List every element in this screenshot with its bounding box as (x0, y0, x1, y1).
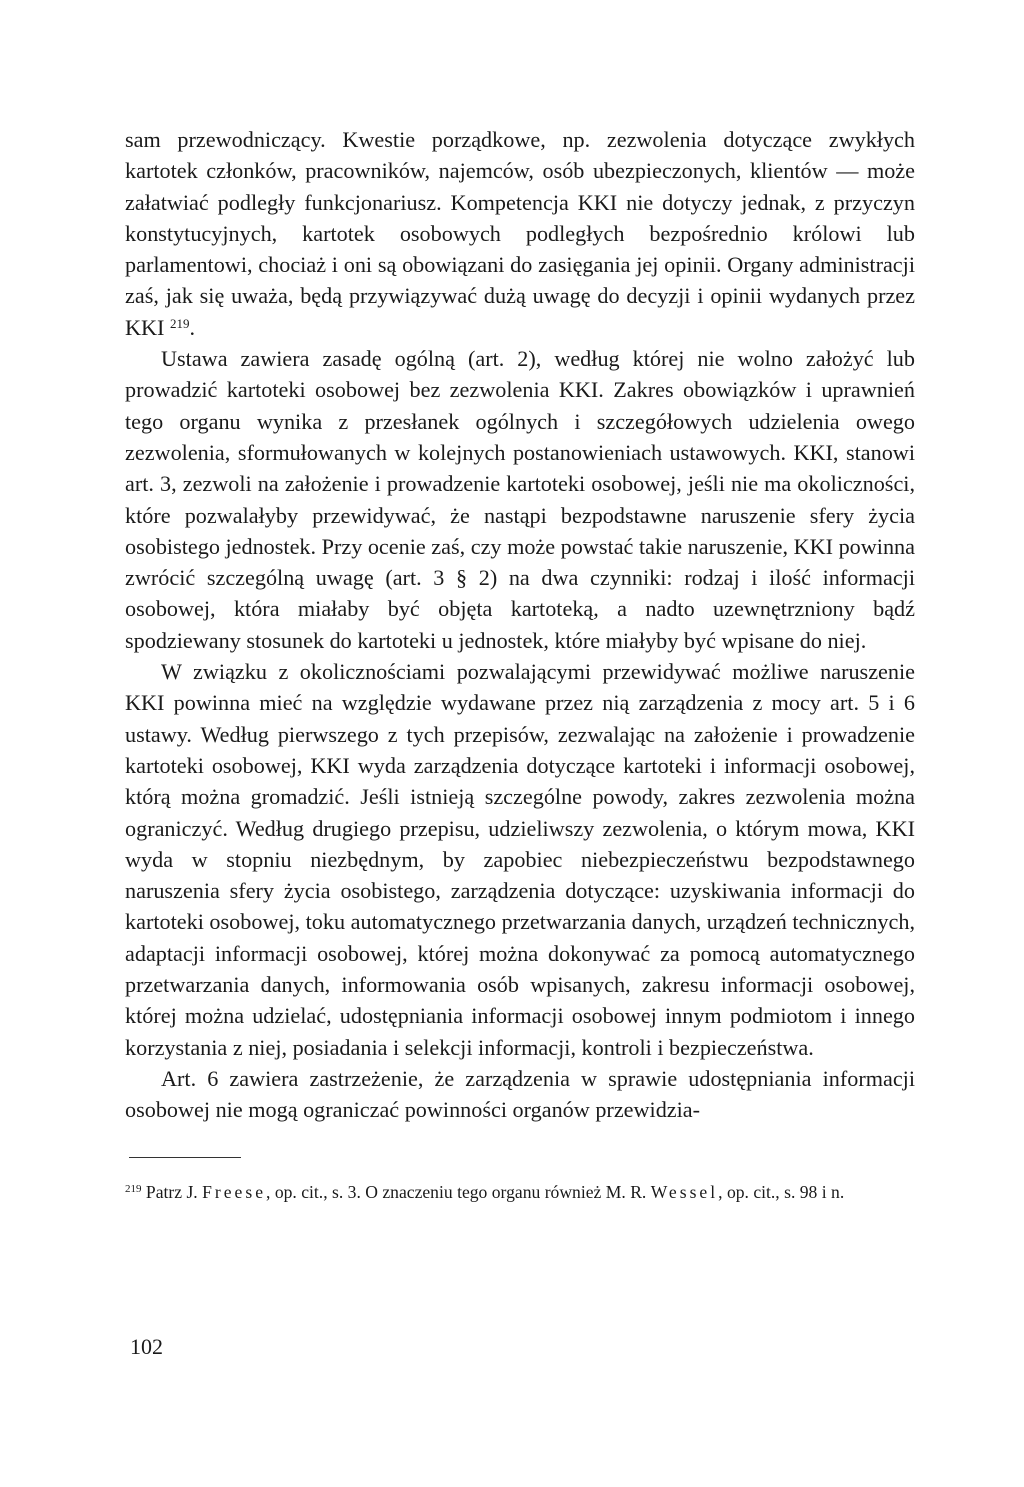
paragraph-3: W związku z okolicznościami pozwalającymi przewidywać możliwe naruszenie KKI powinna mieć na względzie wydawane przez nią zarządzenia z mocy art. 5 i 6 ustawy. Według pierwszego z tych przepisów, zezwalając na założenie i prowadzenie kartoteki osobowej, KKI wyda zarządzenia dotyczące kartoteki i informacji osobowej, którą można gromadzić. Jeśli istnieją szczególne powody, zakres zezwolenia można ograniczyć. Według drugiego przepisu, udzieliwszy zezwolenia, o którym mowa, KKI wyda w stopniu niezbędnym, by zapobiec niebezpieczeństwu bezpodstawnego naruszenia sfery życia osobistego, zarządzenia dotyczące: uzyskiwania informacji do kartoteki osobowej, toku automatycznego przetwarzania danych, urządzeń technicznych, adaptacji informacji osobowej, której można dokonywać za pomocą automatycznego przetwarzania danych, informowania osób wpisanych, zakresu informacji osobowej, której można udzielać, udostępniania informacji osobowej innym podmiotom i innego korzystania z niej, posiadania i selekcji informacji, kontroli i bezpieczeństwa. (125, 659, 915, 1060)
footnote-number: 219 (125, 1182, 142, 1195)
footnote-text-1: Patrz J. (145, 1181, 203, 1202)
paragraph-4: Art. 6 zawiera zastrzeżenie, że zarządzenia w sprawie udostępniania informacji osobowej nie mogą ograniczać powinności organów przewidzia- (125, 1065, 915, 1123)
footnote-author-2: Wessel (650, 1181, 719, 1202)
footnote (125, 1180, 915, 1206)
page-body (125, 124, 915, 1223)
paragraph-1-end: . (189, 314, 196, 340)
paragraph-1-text: sam przewodniczący. Kwestie porządkowe, np. zezwolenia dotyczące zwykłych kartotek członków, pracowników, najemców, osób ubezpieczonych, klientów — może załatwiać podległy funkcjonariusz. Kompetencja KKI nie dotyczy jednak, z przyczyn konstytucyjnych, kartotek osobowych podległych bezpośrednio królowi lub parlamentowi, chociaż i oni są obowiązani do zasięgania jej opinii. Organy administracji zaś, jak się uważa, będą przywiązywać dużą uwagę do decyzji i opinii wydanych przez KKI (125, 127, 915, 340)
page-number: 102 (130, 1334, 163, 1359)
footnote-text-2: , op. cit., s. 3. O znaczeniu tego organu również M. R. (266, 1181, 651, 1202)
footnote-text-3: , op. cit., s. 98 i n. (718, 1181, 845, 1202)
footnote-author-1: Freese (202, 1181, 267, 1202)
paragraph-2: Ustawa zawiera zasadę ogólną (art. 2), według której nie wolno założyć lub prowadzić kartoteki osobowej bez zezwolenia KKI. Zakres obowiązków i uprawnień tego organu wynika z przesłanek ogólnych i szczegółowych udzielenia owego zezwolenia, sformułowanych w kolejnych postanowieniach ustawowych. KKI, stanowi art. 3, zezwoli na założenie i prowadzenie kartoteki osobowej, jeśli nie ma okoliczności, które pozwalałyby przewidywać, że nastąpi bezpodstawne naruszenie sfery życia osobistego jednostek. Przy ocenie zaś, czy może powstać takie naruszenie, KKI powinna zwrócić szczególną uwagę (art. 3 § 2) na dwa czynniki: rodzaj i ilość informacji osobowej, która miałaby być objęta kartoteką, a nadto uzewnętrzniony bądź spodziewany stosunek do kartoteki u jednostek, które miałyby być wpisane do niej. (125, 346, 915, 653)
footnote-reference[interactable]: 219 (169, 315, 190, 331)
footnote-separator (129, 1157, 241, 1158)
paragraph-1 (125, 124, 915, 343)
